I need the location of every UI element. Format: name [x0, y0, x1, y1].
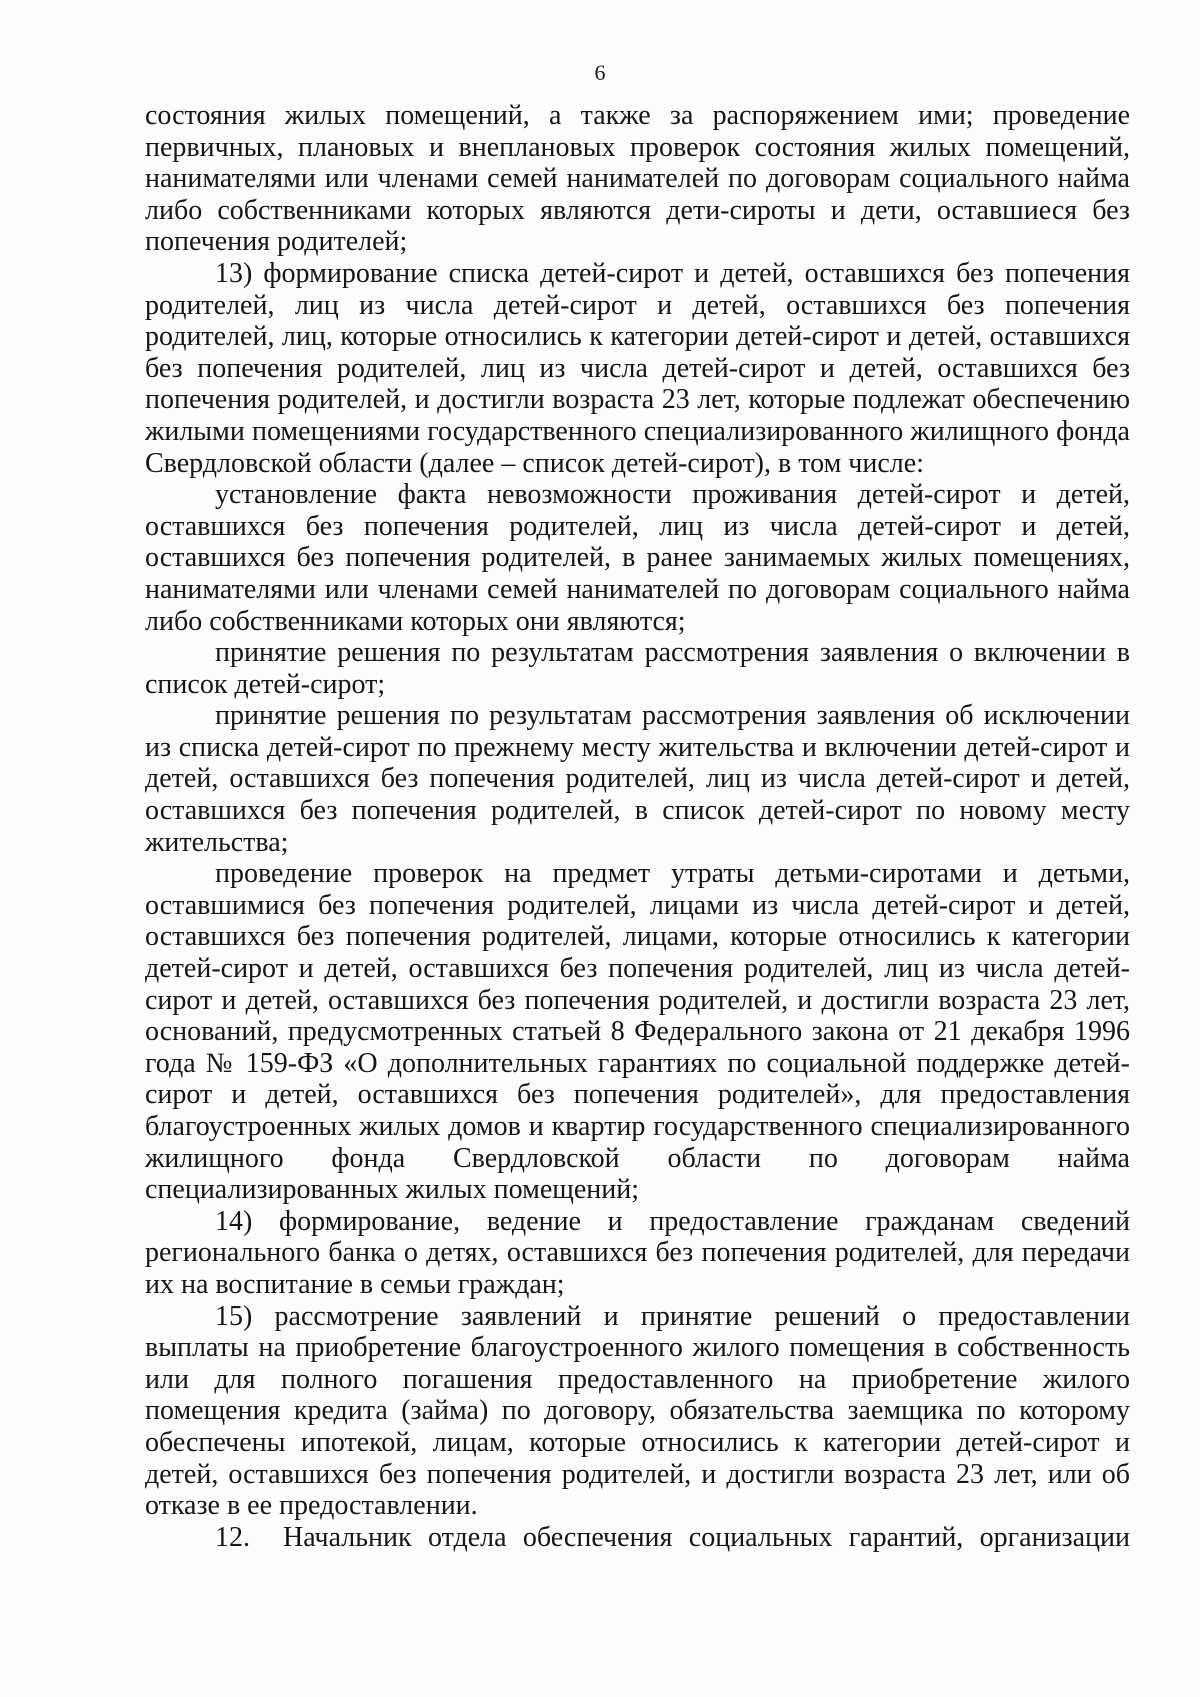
document-body — [145, 100, 1130, 1553]
section-12-number: 12. — [215, 1521, 250, 1553]
paragraph-section-12 — [145, 1522, 1130, 1554]
paragraph-decision-inclusion: принятие решения по результатам рассмотрения заявления о включении в список детей-сирот; — [145, 637, 1130, 700]
paragraph-fact-establishment: установление факта невозможности проживания детей-сирот и детей, оставшихся без попечения родителей, лиц из числа детей-сирот и детей, оставшихся без попечения родителей, в ранее занимаемых жилых помещениях, нанимателями или членами семей нанимателей по договорам социального найма либо собственниками которых они являются; — [145, 479, 1130, 637]
section-12-text: Начальник отдела обеспечения социальных гарантий, организации — [283, 1521, 1130, 1553]
paragraph-item-14: 14) формирование, ведение и предоставление гражданам сведений регионального банка о детях, оставшихся без попечения родителей, для передачи их на воспитание в семьи граждан; — [145, 1205, 1130, 1300]
paragraph-inspections: проведение проверок на предмет утраты детьми-сиротами и детьми, оставшимися без попечения родителей, лицами из числа детей-сирот и детей, оставшихся без попечения родителей, лицами, которые относились к категории детей-сирот и детей, оставшихся без попечения родителей, лиц из числа детей-сирот и детей, оставшихся без попечения родителей, и достигли возраста 23 лет, оснований, предусмотренных статьей 8 Федерального закона от 21 декабря 1996 года № 159-ФЗ «О дополнительных гарантиях по социальной поддержке детей-сирот и детей, оставшихся без попечения родителей», для предоставления благоустроенных жилых домов и квартир государственного специализированного жилищного фонда Свердловской области по договорам найма специализированных жилых помещений; — [145, 858, 1130, 1206]
paragraph-decision-exclusion: принятие решения по результатам рассмотрения заявления об исключении из списка детей-сирот по прежнему месту жительства и включении детей-сирот и детей, оставшихся без попечения родителей, лиц из числа детей-сирот и детей, оставшихся без попечения родителей, в список детей-сирот по новому месту жительства; — [145, 700, 1130, 858]
paragraph-item-15: 15) рассмотрение заявлений и принятие решений о предоставлении выплаты на приобретение благоустроенного жилого помещения в собственность или для полного погашения предоставленного на приобретение жилого помещения кредита (займа) по договору, обязательства заемщика по которому обеспечены ипотекой, лицам, которые относились к категории детей-сирот и детей, оставшихся без попечения родителей, и достигли возраста 23 лет, или об отказе в ее предоставлении. — [145, 1300, 1130, 1522]
page-number: 6 — [594, 60, 606, 85]
paragraph-continuation: состояния жилых помещений, а также за распоряжением ими; проведение первичных, плановых и внеплановых проверок состояния жилых помещений, нанимателями или членами семей нанимателей по договорам социального найма либо собственниками которых являются дети-сироты и дети, оставшиеся без попечения родителей; — [145, 100, 1130, 258]
paragraph-item-13: 13) формирование списка детей-сирот и детей, оставшихся без попечения родителей, лиц из числа детей-сирот и детей, оставшихся без попечения родителей, лиц, которые относились к категории детей-сирот и детей, оставшихся без попечения родителей, лиц из числа детей-сирот и детей, оставшихся без попечения родителей, и достигли возраста 23 лет, которые подлежат обеспечению жилыми помещениями государственного специализированного жилищного фонда Свердловской области (далее – список детей-сирот), в том числе: — [145, 257, 1130, 479]
